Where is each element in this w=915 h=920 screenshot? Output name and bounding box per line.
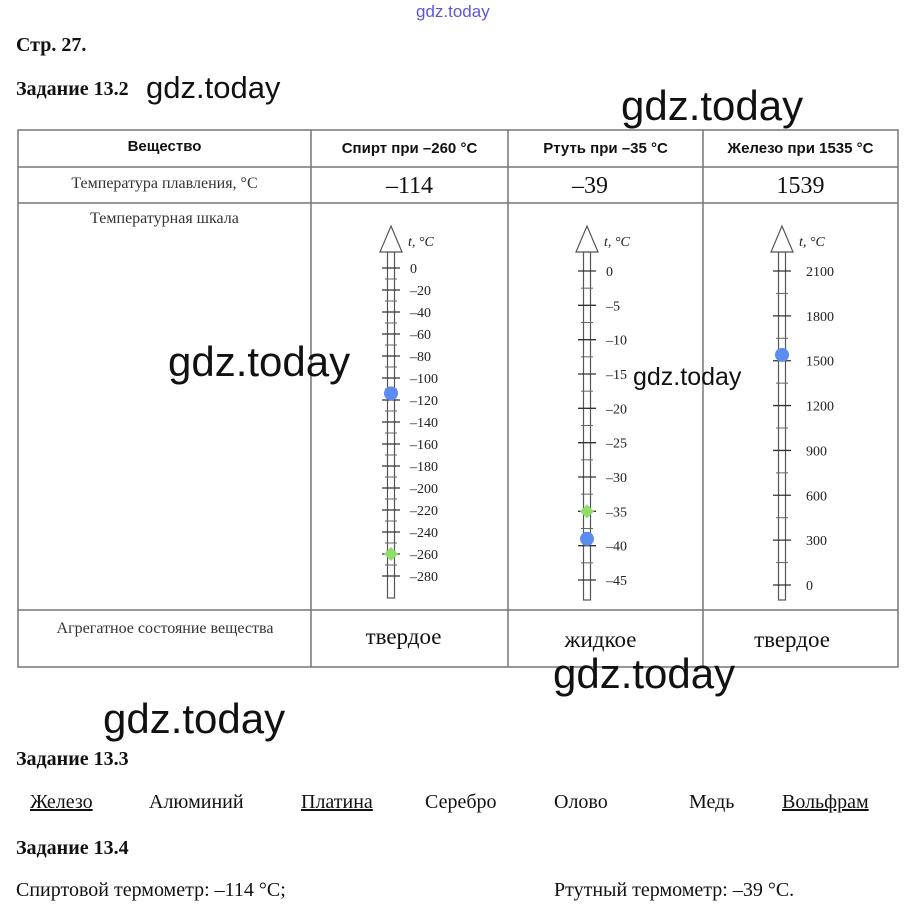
current-temp-marker [384,547,398,561]
metal-item: Вольфрам [782,791,869,813]
tick-label: –120 [410,394,438,409]
tick-label: 2100 [806,265,834,280]
tick-label: –30 [606,471,627,486]
arrow-head [576,226,598,252]
tick-label: 1200 [806,399,834,415]
tick-label: –240 [410,526,438,541]
row-scale-label: Температурная шкала [90,210,239,227]
tick-label: –25 [606,436,627,452]
melting-alcohol: –114 [385,173,434,199]
tick-label: –10 [606,333,627,349]
header-alcohol: Спирт при –260 °С [341,140,478,157]
tick-label: –15 [606,368,627,383]
watermark: gdz.today [553,650,736,697]
tick-label: –180 [410,460,438,475]
tick-label: –140 [410,416,438,431]
task-13-2-title: Задание 13.2 [16,78,129,100]
metal-item: Олово [554,791,608,813]
current-temp-marker [580,504,594,518]
tick-label: –260 [410,548,438,563]
tick-label: 1500 [806,354,834,370]
thermometer-tube [779,252,786,600]
melting-mercury: –39 [572,173,608,199]
tick-label: –100 [410,372,438,387]
header-mercury: Ртуть при –35 °С [543,140,668,157]
state-mercury: жидкое [564,627,637,652]
tick-label: 300 [806,534,827,550]
metal-item: Алюминий [149,791,244,813]
tick-label: –20 [606,402,627,418]
state-alcohol: твердое [365,624,442,649]
arrow-head [771,226,793,252]
tick-label: –280 [410,570,438,585]
scale-unit-label: t, °С [799,235,825,250]
metal-item: Медь [689,791,735,813]
tick-label: –80 [410,350,431,365]
watermark: gdz.today [146,70,281,105]
tick-label: –60 [410,328,431,343]
task-13-3-title: Задание 13.3 [16,748,129,770]
scale-unit-label: t, °С [408,235,434,250]
tick-label: –45 [606,574,627,589]
thermometer-tube [388,252,395,598]
watermark: gdz.today [621,82,804,129]
tick-label: 0 [806,579,813,594]
tick-label: 600 [806,489,827,505]
arrow-head [380,226,402,252]
row-melting-label: Температура плавления, °С [71,175,258,192]
watermark: gdz.today [103,695,286,742]
metals-list [0,791,915,817]
state-iron: твердое [754,627,830,652]
tick-label: –200 [410,482,438,497]
tick-label: –160 [410,438,438,453]
watermark: gdz.today [416,2,490,21]
metal-item: Серебро [425,791,497,813]
page-label: Стр. 27. [16,34,87,56]
header-substance: Вещество [127,138,202,155]
tick-label: –220 [410,504,438,519]
tick-label: –40 [410,306,431,321]
row-state-label: Агрегатное состояние вещества [56,620,274,637]
header-iron: Железо при 1535 °С [727,140,874,157]
metal-item: Железо [30,791,93,813]
tick-label: 1800 [806,309,834,325]
scale-unit-label: t, °С [604,235,630,250]
melting-point-marker [384,386,398,400]
tick-label: –40 [606,539,627,555]
tick-label: –20 [410,284,431,299]
metal-item: Платина [301,791,373,813]
melting-point-marker [580,532,594,546]
tick-label: –35 [606,505,627,521]
watermark: gdz.today [168,338,351,385]
melting-point-marker [775,348,789,362]
watermark: gdz.today [633,363,742,391]
tick-label: –5 [606,299,620,315]
melting-iron: 1539 [776,173,825,199]
mercury-thermometer-answer: Ртутный термометр: –39 °С. [554,879,795,901]
alcohol-thermometer-answer: Спиртовой термометр: –114 °С; [16,879,286,901]
tick-label: 900 [806,444,827,460]
task-13-4-title: Задание 13.4 [16,837,129,859]
tick-label: 0 [606,265,613,280]
tick-label: 0 [410,262,417,277]
